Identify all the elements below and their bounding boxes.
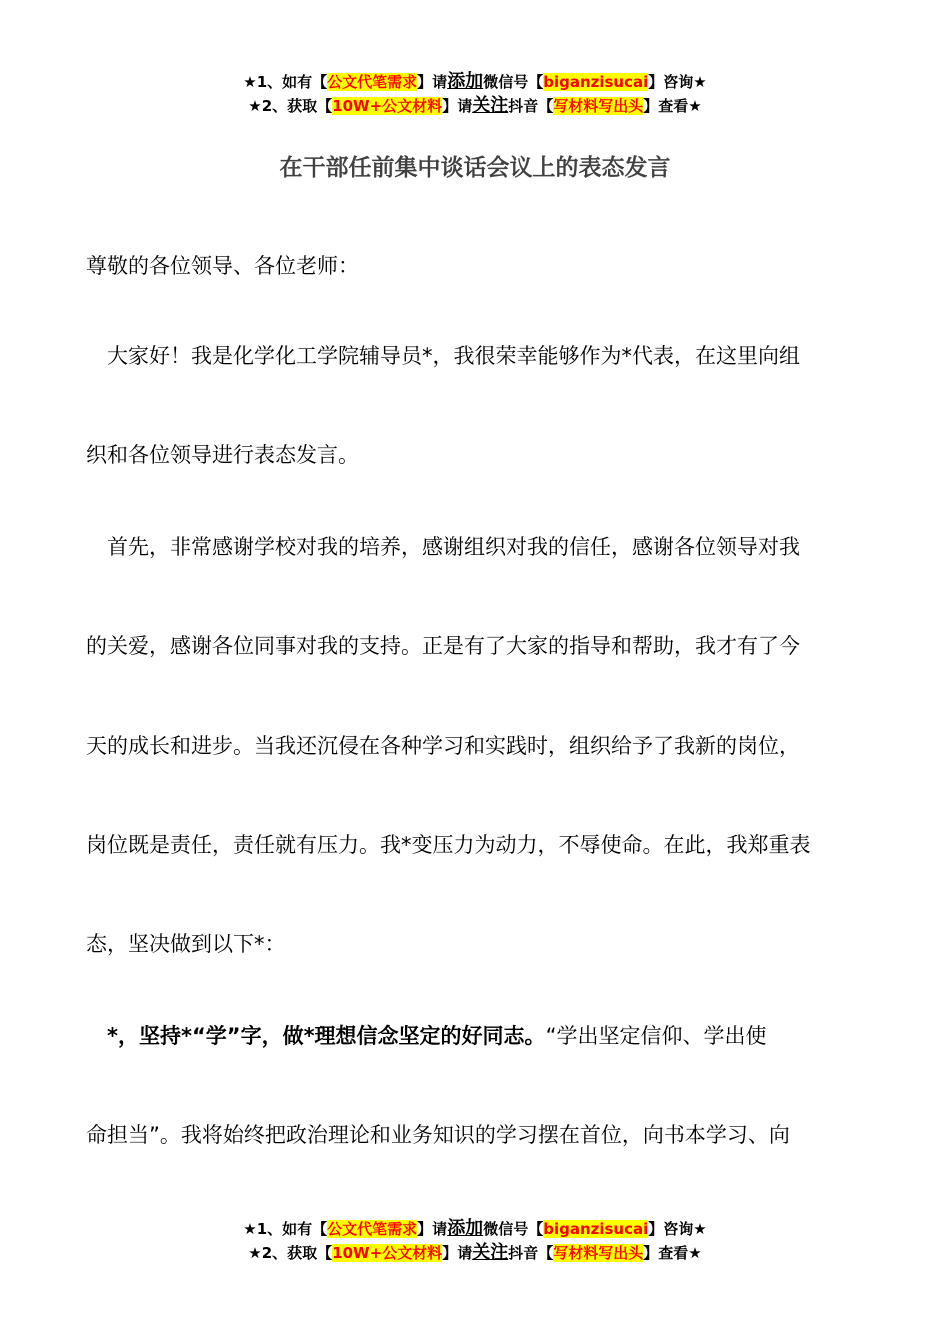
body-line: 态，坚决做到以下*：	[86, 932, 286, 956]
body-line: 大家好！我是化学化工学院辅导员*，我很荣幸能够作为*代表，在这里向组	[86, 344, 800, 368]
banner-text: 微信号【	[483, 1220, 544, 1238]
body-line: 的关爱，感谢各位同事对我的支持。正是有了大家的指导和帮助，我才有了今	[86, 634, 800, 658]
banner-text: 】咨询★	[648, 1220, 707, 1238]
footer-banner	[0, 1217, 950, 1265]
banner-line-1	[0, 1217, 950, 1241]
banner-text: 抖音【	[508, 97, 554, 115]
body-line: 岗位既是责任，责任就有压力。我*变压力为动力，不辱使命。在此，我郑重表	[86, 833, 811, 857]
banner-highlight: 公文代笔需求	[327, 1220, 418, 1238]
banner-text: 】请	[442, 1244, 473, 1262]
point-1-text: “学出坚定信仰、学出使	[545, 1024, 767, 1048]
banner-text: 】请	[442, 97, 473, 115]
body-line: 命担当”。我将始终把政治理论和业务知识的学习摆在首位，向书本学习、向	[86, 1123, 790, 1147]
header-banner	[0, 70, 950, 118]
banner-highlight: 10W+公文材料	[332, 1244, 443, 1262]
banner-text: 】请	[417, 1220, 448, 1238]
salutation: 尊敬的各位领导、各位老师：	[86, 254, 359, 278]
banner-highlight: 写材料写出头	[553, 1244, 644, 1262]
banner-line-2	[0, 94, 950, 118]
banner-text: ★1、如有【	[243, 73, 328, 91]
banner-highlight: 公文代笔需求	[327, 73, 418, 91]
banner-text: 微信号【	[483, 73, 544, 91]
banner-underline: 关注	[472, 95, 509, 116]
banner-underline: 添加	[447, 71, 484, 92]
banner-highlight: 写材料写出头	[553, 97, 644, 115]
document-title: 在干部任前集中谈话会议上的表态发言	[279, 155, 671, 181]
banner-text: 】查看★	[643, 1244, 702, 1262]
banner-highlight: biganzisucai	[543, 73, 649, 91]
point-1-heading: *，坚持*“学”字，做*理想信念坚定的好同志。	[86, 1024, 546, 1048]
banner-line-1	[0, 70, 950, 94]
banner-line-2	[0, 1241, 950, 1265]
banner-text: 抖音【	[508, 1244, 554, 1262]
banner-underline: 关注	[472, 1242, 509, 1263]
banner-text: 】请	[417, 73, 448, 91]
body-line: 天的成长和进步。当我还沉侵在各种学习和实践时，组织给予了我新的岗位，	[86, 734, 800, 758]
banner-highlight: 10W+公文材料	[332, 97, 443, 115]
point-1-line	[86, 1020, 866, 1052]
body-line: 织和各位领导进行表态发言。	[86, 443, 359, 467]
banner-text: 】咨询★	[648, 73, 707, 91]
banner-underline: 添加	[447, 1218, 484, 1239]
banner-text: ★2、获取【	[248, 97, 333, 115]
banner-text: 】查看★	[643, 97, 702, 115]
banner-highlight: biganzisucai	[543, 1220, 649, 1238]
banner-text: ★2、获取【	[248, 1244, 333, 1262]
body-line: 首先，非常感谢学校对我的培养，感谢组织对我的信任，感谢各位领导对我	[86, 535, 800, 559]
banner-text: ★1、如有【	[243, 1220, 328, 1238]
